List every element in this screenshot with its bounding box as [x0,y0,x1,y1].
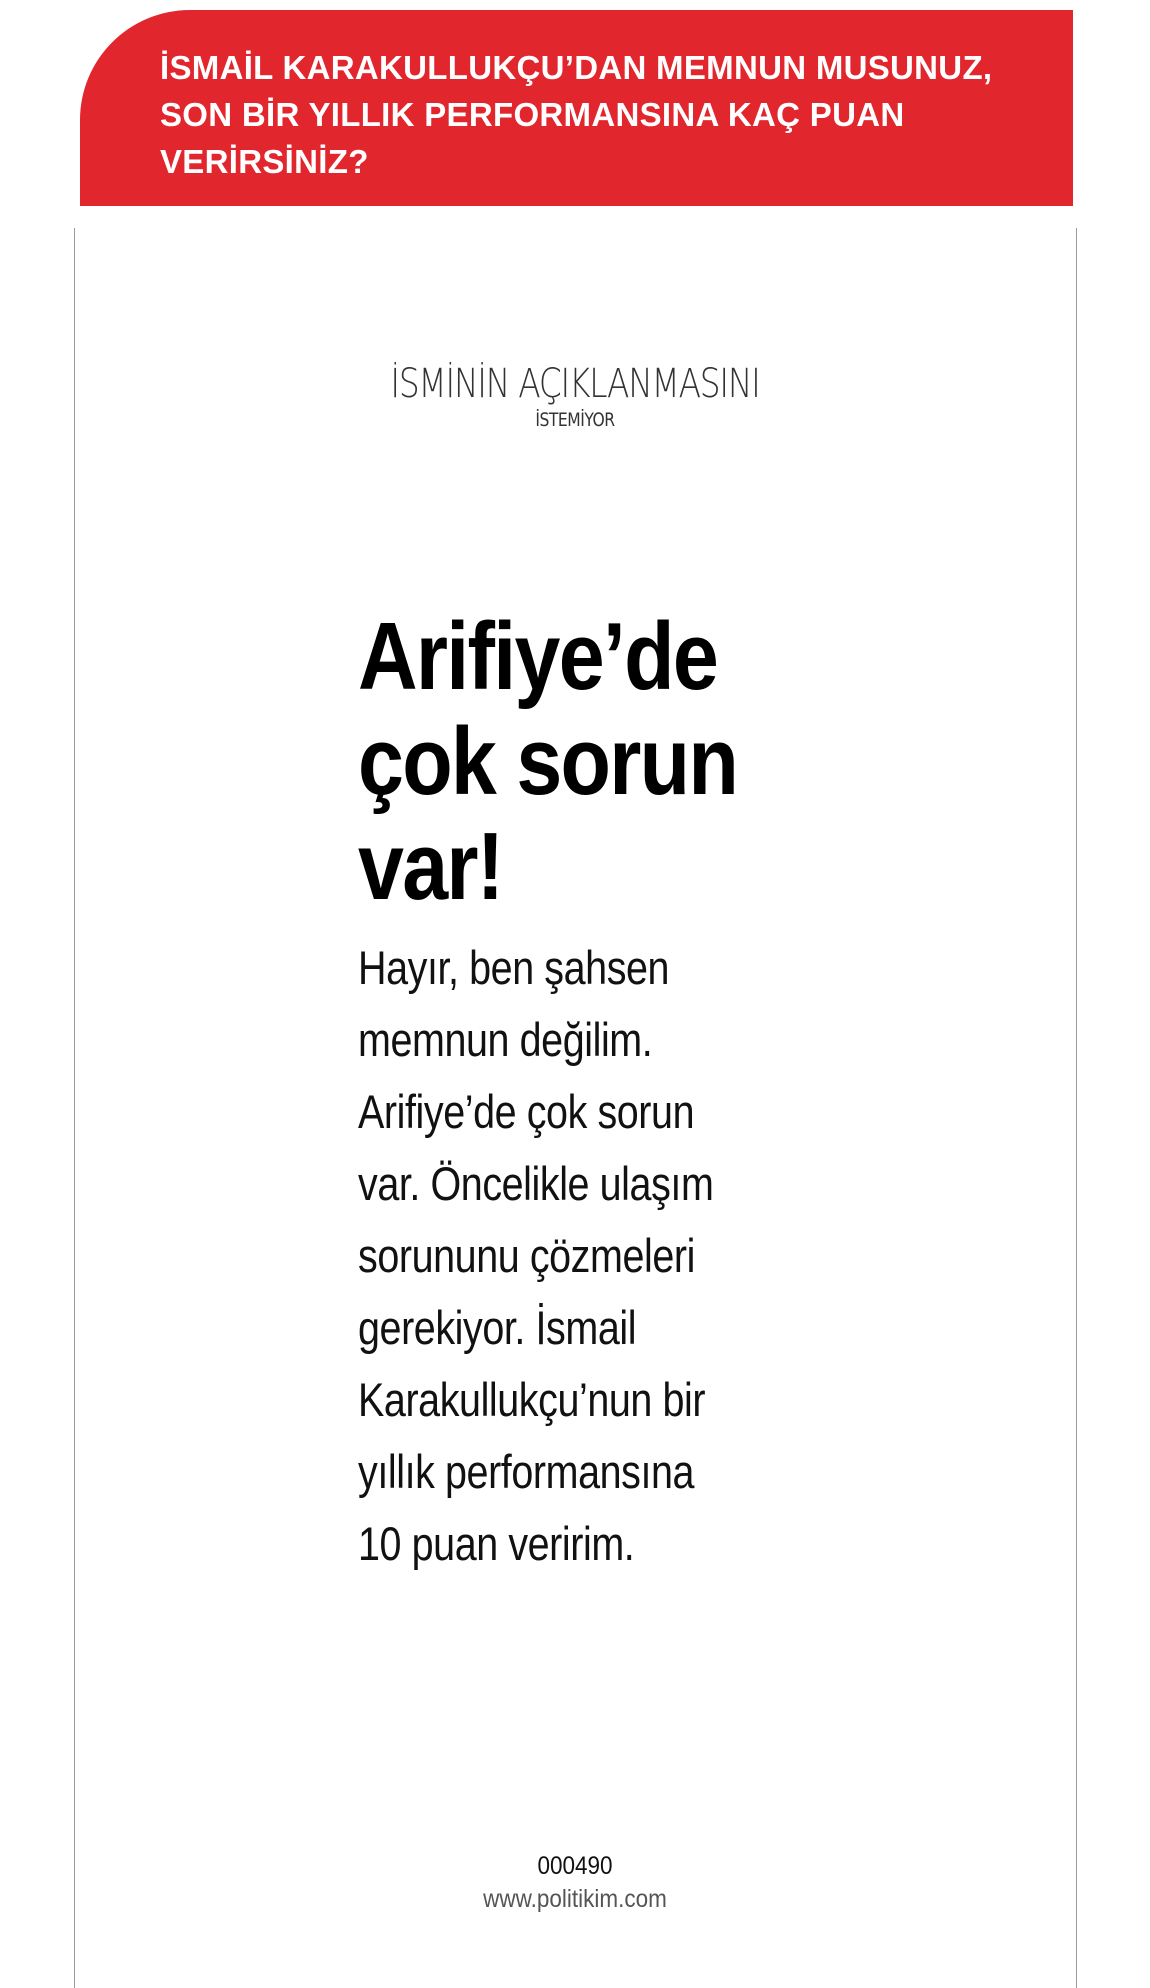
footer [0,1850,1150,1916]
footer-url: www.politikim.com [483,1885,667,1913]
question-text: İSMAİL KARAKULLUKÇU’DAN MEMNUN MUSUNUZ, SON BİR YILLIK PERFORMANSINA KAÇ PUAN VERİRSİNİZ? [160,49,993,180]
right-frame-line [1076,228,1077,1988]
question-banner [80,10,1073,206]
respondent-block [0,360,1150,432]
answer-body: Hayır, ben şahsen memnun değilim. Arifiye’de çok sorun var. Öncelikle ulaşım sorununu çözmeleri gerekiyor. İsmail Karakullukçu’nun bir yıllık performansına 10 puan veririm. [358,941,714,1570]
respondent-name: İSMİNİN AÇIKLANMASINI [390,361,760,407]
respondent-subtitle: İSTEMİYOR [535,409,615,431]
left-frame-line [74,228,75,1988]
answer-headline: Arifiye’de çok sorun var! [358,603,738,920]
footer-code: 000490 [537,1852,613,1880]
